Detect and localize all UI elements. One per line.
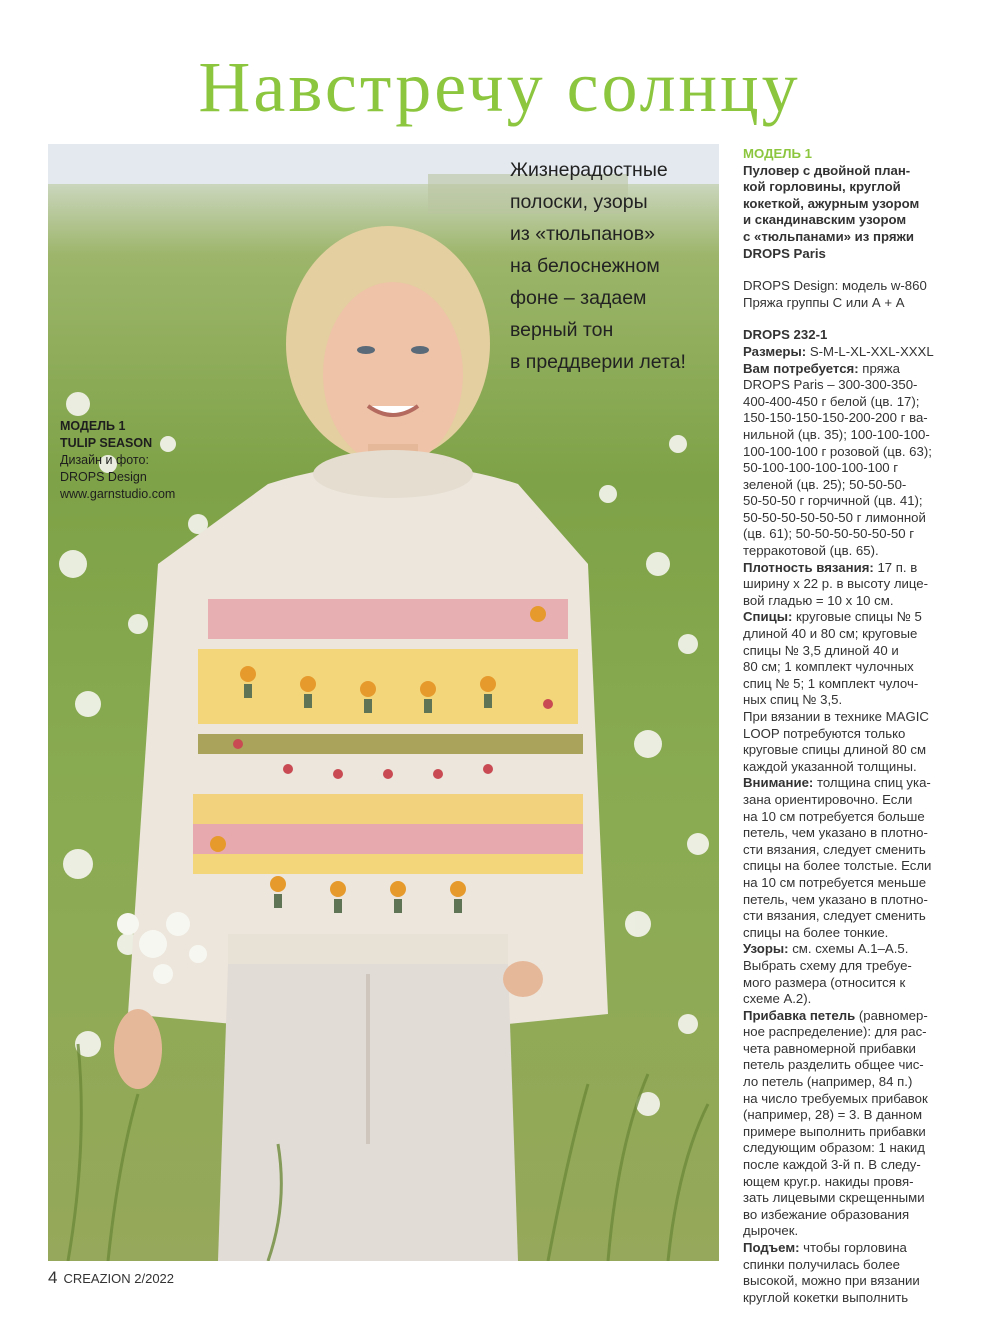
instruction-line (743, 676, 958, 693)
instruction-text: ных спиц № 3,5. (743, 692, 843, 708)
design-info: DROPS Design: модель w-860 (743, 278, 927, 294)
instruction-line (743, 1091, 958, 1108)
instruction-line (743, 493, 958, 510)
instruction-text: чтобы горловина (799, 1240, 907, 1255)
instruction-line (743, 941, 958, 958)
instruction-text: 80 см; 1 комплект чулочных (743, 659, 914, 675)
instruction-text: спицы № 3,5 длиной 40 и (743, 642, 899, 658)
instruction-text: после каждой 3-й п. В следу- (743, 1157, 921, 1173)
instruction-line (743, 1223, 958, 1240)
instruction-line (743, 1057, 958, 1074)
instruction-text: зать лицевыми скрещенными (743, 1190, 925, 1206)
instruction-line (743, 1041, 958, 1058)
instruction-line (743, 543, 958, 560)
instruction-text: следующим образом: 1 накид (743, 1140, 925, 1156)
instruction-line (743, 892, 958, 909)
instruction-line (743, 394, 958, 411)
instruction-text: терракотовой (цв. 65). (743, 543, 879, 559)
instruction-line (743, 560, 958, 577)
instruction-text: LOOP потребуются только (743, 725, 906, 741)
instruction-term: Подъем: (743, 1240, 800, 1255)
instruction-line (743, 626, 958, 643)
instruction-line (743, 510, 958, 527)
pattern-heading: кой горловины, круглой (743, 179, 901, 195)
pattern-heading: с «тюльпанами» из пряжи (743, 228, 914, 244)
caption-model: МОДЕЛЬ 1 (60, 419, 126, 433)
issue-label: CREAZION 2/2022 (63, 1271, 175, 1286)
instruction-text: на число требуемых прибавок (743, 1090, 928, 1106)
page-title: Навстречу солнцу (198, 47, 801, 127)
instruction-line (743, 1190, 958, 1207)
instruction-line (743, 609, 958, 626)
instruction-text: спицы на более тонкие. (743, 924, 889, 940)
instruction-text: ющем круг.р. накиды провя- (743, 1173, 914, 1189)
caption-credit: Дизайн и фото: (60, 453, 149, 467)
instruction-line (743, 659, 958, 676)
instruction-line (743, 444, 958, 461)
instruction-text: 150-150-150-150-200-200 г ва- (743, 410, 928, 426)
instruction-text: 400-400-450 г белой (цв. 17); (743, 393, 920, 409)
instruction-text: S-M-L-XL-XXL-XXXL (806, 343, 934, 359)
instruction-line (743, 593, 958, 610)
photo-tagline (510, 154, 719, 378)
tagline-line: верный тон (510, 319, 614, 341)
instruction-text: на 10 см потребуется меньше (743, 874, 927, 890)
instruction-text: сти вязания, следует сменить (743, 841, 926, 857)
instruction-line (743, 858, 958, 875)
instruction-line (743, 643, 958, 660)
pattern-column (743, 146, 958, 1306)
instruction-line (743, 742, 958, 759)
instruction-text: спиц № 5; 1 комплект чулоч- (743, 675, 919, 691)
instruction-text: чета равномерной прибавки (743, 1040, 916, 1056)
instruction-line (743, 759, 958, 776)
instruction-line (743, 1257, 958, 1274)
instruction-text: круговые спицы длиной 80 см (743, 742, 927, 758)
tagline-line: из «тюльпанов» (510, 223, 655, 245)
instruction-term: Плотность вязания: (743, 559, 874, 575)
instruction-text: (например, 28) = 3. В данном (743, 1107, 923, 1123)
instruction-line (743, 726, 958, 743)
instruction-term: Узоры: (743, 941, 789, 957)
instruction-line (743, 975, 958, 992)
instruction-term: Спицы: (743, 609, 793, 625)
instruction-text: длиной 40 и 80 см; круговые (743, 626, 918, 642)
instruction-text: толщина спиц ука- (813, 775, 931, 791)
instruction-text: сти вязания, следует сменить (743, 908, 926, 924)
instruction-line (743, 1273, 958, 1290)
page-footer (48, 1268, 174, 1288)
instruction-line (743, 526, 958, 543)
instruction-line (743, 1107, 958, 1124)
pattern-heading: Пуловер с двойной план- (743, 162, 911, 178)
caption-url: www.garnstudio.com (60, 487, 176, 501)
tagline-line: в преддверии лета! (510, 351, 686, 373)
instruction-line (743, 427, 958, 444)
instruction-line (743, 991, 958, 1008)
instruction-text: пряжа (858, 360, 900, 376)
instruction-text: зеленой (цв. 25); 50-50-50- (743, 476, 907, 492)
instruction-text: петель, чем указано в плотно- (743, 891, 928, 907)
instruction-text: DROPS Paris – 300-300-350- (743, 377, 918, 393)
instruction-line (743, 410, 958, 427)
instruction-line (743, 692, 958, 709)
instruction-text: петель, чем указано в плотно- (743, 825, 928, 841)
instruction-line (743, 1290, 958, 1307)
instruction-line (743, 1024, 958, 1041)
instruction-line (743, 908, 958, 925)
instruction-text: круглой кокетки выполнить (743, 1289, 909, 1305)
design-info: Пряжа группы С или А + А (743, 294, 905, 310)
photo-caption (60, 418, 175, 503)
instruction-line (743, 477, 958, 494)
instruction-term: Размеры: (743, 343, 807, 359)
instruction-term: Вам потребуется: (743, 360, 859, 376)
instruction-text: мого размера (относится к (743, 974, 906, 990)
caption-name: TULIP SEASON (60, 436, 153, 450)
instruction-text: каждой указанной толщины. (743, 758, 917, 774)
instruction-text: схеме А.2). (743, 991, 812, 1007)
instruction-line (743, 1174, 958, 1191)
instruction-line (743, 875, 958, 892)
instruction-line (743, 1124, 958, 1141)
instruction-text: высокой, можно при вязании (743, 1273, 920, 1289)
instruction-text: во избежание образования (743, 1206, 910, 1222)
tagline-line: фоне – задаем (510, 287, 647, 309)
instruction-text: вой гладью = 10 х 10 см. (743, 592, 894, 608)
instruction-line (743, 344, 958, 361)
instruction-line (743, 809, 958, 826)
instruction-line (743, 709, 958, 726)
instruction-line (743, 842, 958, 859)
instruction-line (743, 1074, 958, 1091)
instruction-text: спинки получилась более (743, 1256, 901, 1272)
instruction-line (743, 1157, 958, 1174)
instruction-line (743, 958, 958, 975)
instruction-line (743, 825, 958, 842)
instruction-text: ширину х 22 р. в высоту лице- (743, 576, 929, 592)
instruction-line (743, 1140, 958, 1157)
instruction-text: 17 п. в (873, 559, 918, 575)
instruction-text: нильной (цв. 35); 100-100-100- (743, 426, 930, 442)
instruction-text: При вязании в технике MAGIC (743, 709, 929, 724)
instruction-text: 100-100-100 г розовой (цв. 63); (743, 443, 932, 459)
instruction-line (743, 377, 958, 394)
instruction-line (743, 1008, 958, 1025)
model-label: МОДЕЛЬ 1 (743, 146, 812, 161)
instruction-text: зана ориентировочно. Если (743, 791, 913, 807)
tagline-line: Жизнерадостные (510, 159, 668, 181)
instruction-term: Прибавка петель (743, 1007, 856, 1023)
pattern-instructions (743, 344, 958, 1306)
page-number: 4 (48, 1268, 58, 1287)
instruction-term: Внимание: (743, 775, 814, 791)
tagline-line: на белоснежном (510, 255, 660, 277)
instruction-line (743, 792, 958, 809)
instruction-line (743, 775, 958, 792)
instruction-text: спицы на более толстые. Если (743, 858, 932, 874)
instruction-text: на 10 см потребуется больше (743, 808, 925, 824)
instruction-line (743, 460, 958, 477)
instruction-text: 50-50-50-50-50-50 г лимонной (743, 509, 926, 525)
instruction-text: 50-100-100-100-100-100 г (743, 460, 899, 476)
instruction-line (743, 1240, 958, 1257)
instruction-text: (равномер- (855, 1007, 928, 1023)
instruction-text: Выбрать схему для требуе- (743, 957, 912, 973)
instruction-text: ное распределение): для рас- (743, 1024, 927, 1040)
model-photo (48, 144, 719, 1261)
instruction-text: примере выполнить прибавки (743, 1123, 926, 1139)
pattern-heading: кокеткой, ажурным узором (743, 195, 920, 211)
instruction-text: 50-50-50 г горчичной (цв. 41); (743, 493, 923, 509)
caption-credit: DROPS Design (60, 470, 147, 484)
instruction-text: ло петель (например, 84 п.) (743, 1074, 913, 1090)
instruction-line (743, 1207, 958, 1224)
instruction-text: см. схемы А.1–А.5. (788, 941, 909, 957)
instruction-text: петель разделить общее чис- (743, 1057, 924, 1073)
instruction-line (743, 925, 958, 942)
instruction-text: дырочек. (743, 1223, 799, 1239)
instruction-text: круговые спицы № 5 (792, 609, 922, 625)
pattern-heading: DROPS Paris (743, 245, 826, 261)
pattern-heading: и скандинавским узором (743, 212, 907, 228)
instruction-text: (цв. 61); 50-50-50-50-50-50 г (743, 526, 915, 542)
instruction-line (743, 576, 958, 593)
instruction-line (743, 361, 958, 378)
pattern-code: DROPS 232-1 (743, 327, 828, 343)
tagline-line: полоски, узоры (510, 191, 648, 213)
